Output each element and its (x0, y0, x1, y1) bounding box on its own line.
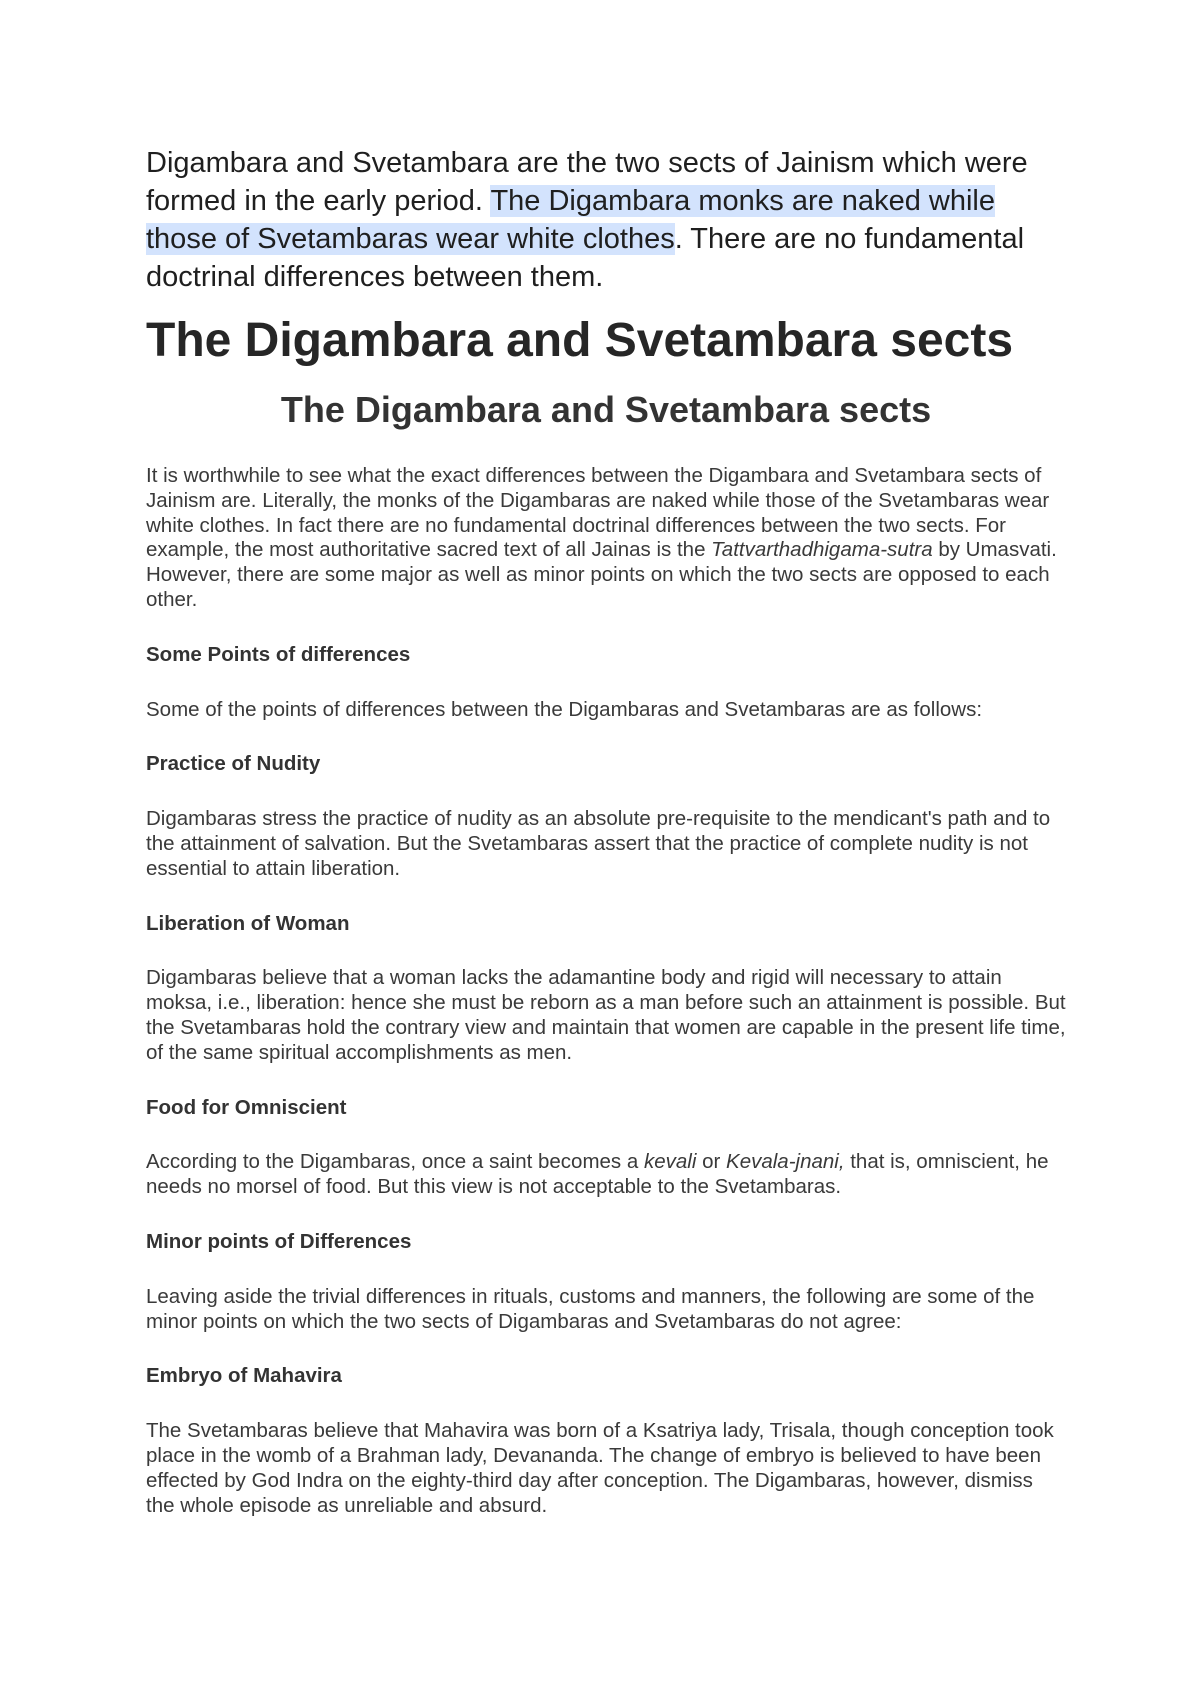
food-heading: Food for Omniscient (146, 1095, 347, 1119)
food-text-a: According to the Digambaras, once a saint becomes a (146, 1150, 644, 1174)
points-heading: Some Points of differences (146, 642, 411, 666)
main-heading: The Digambara and Svetambara sects (146, 314, 1014, 367)
paragraph1-text-b: by Umasvati. However, there are some major as well as minor points on which the two sects are opposed to each other. (146, 538, 1057, 611)
minor-paragraph: Leaving aside the trivial differences in rituals, customs and manners, the following are some of the minor points on which the two sects of Digambaras and Svetambaras do not agree: (146, 1284, 1035, 1333)
intro-highlighted-text[interactable]: The Digambara monks are naked while those of Svetambaras wear white clothes (146, 185, 995, 255)
minor-heading: Minor points of Differences (146, 1229, 412, 1253)
woman-paragraph: Digambaras believe that a woman lacks the adamantine body and rigid will necessary to attain moksa, i.e., liberation: hence she must be reborn as a man before such an attainment is possible. But the Svetambaras hold the contrary view and maintain that women are capable in the present life time, of the same spiritual accomplishments as men. (146, 966, 1066, 1064)
food-italic-kevala-jnani: Kevala-jnani, (726, 1150, 845, 1174)
document-page (146, 144, 1066, 1518)
food-text-c: that is, omniscient, he needs no morsel of food. But this view is not acceptable to the Svetambaras. (146, 1150, 1049, 1199)
sub-heading: The Digambara and Svetambara sects (280, 389, 932, 430)
intro-text-end: . There are no fundamental doctrinal differences between them. (146, 223, 1025, 293)
paragraph1-text-a: It is worthwhile to see what the exact differences between the Digambara and Svetambara sects of Jainism are. Literally, the monks of the Digambaras are naked while those of the Svetambaras wear white clothes. In fact there are no fundamental doctrinal differences between the two sects. For example, the most authoritative sacred text of all Jainas is the (146, 464, 1050, 562)
nudity-heading: Practice of Nudity (146, 752, 321, 776)
paragraph1-italic-title: Tattvarthadhigama-sutra (711, 538, 933, 562)
embryo-heading: Embryo of Mahavira (146, 1364, 342, 1388)
intro-text-start: Digambara and Svetambara are the two sects of Jainism which were formed in the early period. (146, 147, 1028, 217)
nudity-paragraph: Digambaras stress the practice of nudity as an absolute pre-requisite to the mendicant's path and to the attainment of salvation. But the Svetambaras assert that the practice of complete nudity is not essential to attain liberation. (146, 807, 1051, 880)
points-paragraph: Some of the points of differences between the Digambaras and Svetambaras are as follows: (146, 697, 983, 721)
intro-paragraph (146, 144, 1066, 296)
food-text-b: or (696, 1150, 727, 1174)
intro-body-paragraph (146, 464, 1066, 613)
embryo-paragraph: The Svetambaras believe that Mahavira was born of a Ksatriya lady, Trisala, though conception took place in the womb of a Brahman lady, Devananda. The change of embryo is believed to have been effected by God Indra on the eighty-third day after conception. The Digambaras, however, dismiss the whole episode as unreliable and absurd. (146, 1419, 1054, 1517)
food-paragraph (146, 1150, 1066, 1200)
food-italic-kevali: kevali (643, 1150, 697, 1174)
woman-heading: Liberation of Woman (146, 911, 350, 935)
